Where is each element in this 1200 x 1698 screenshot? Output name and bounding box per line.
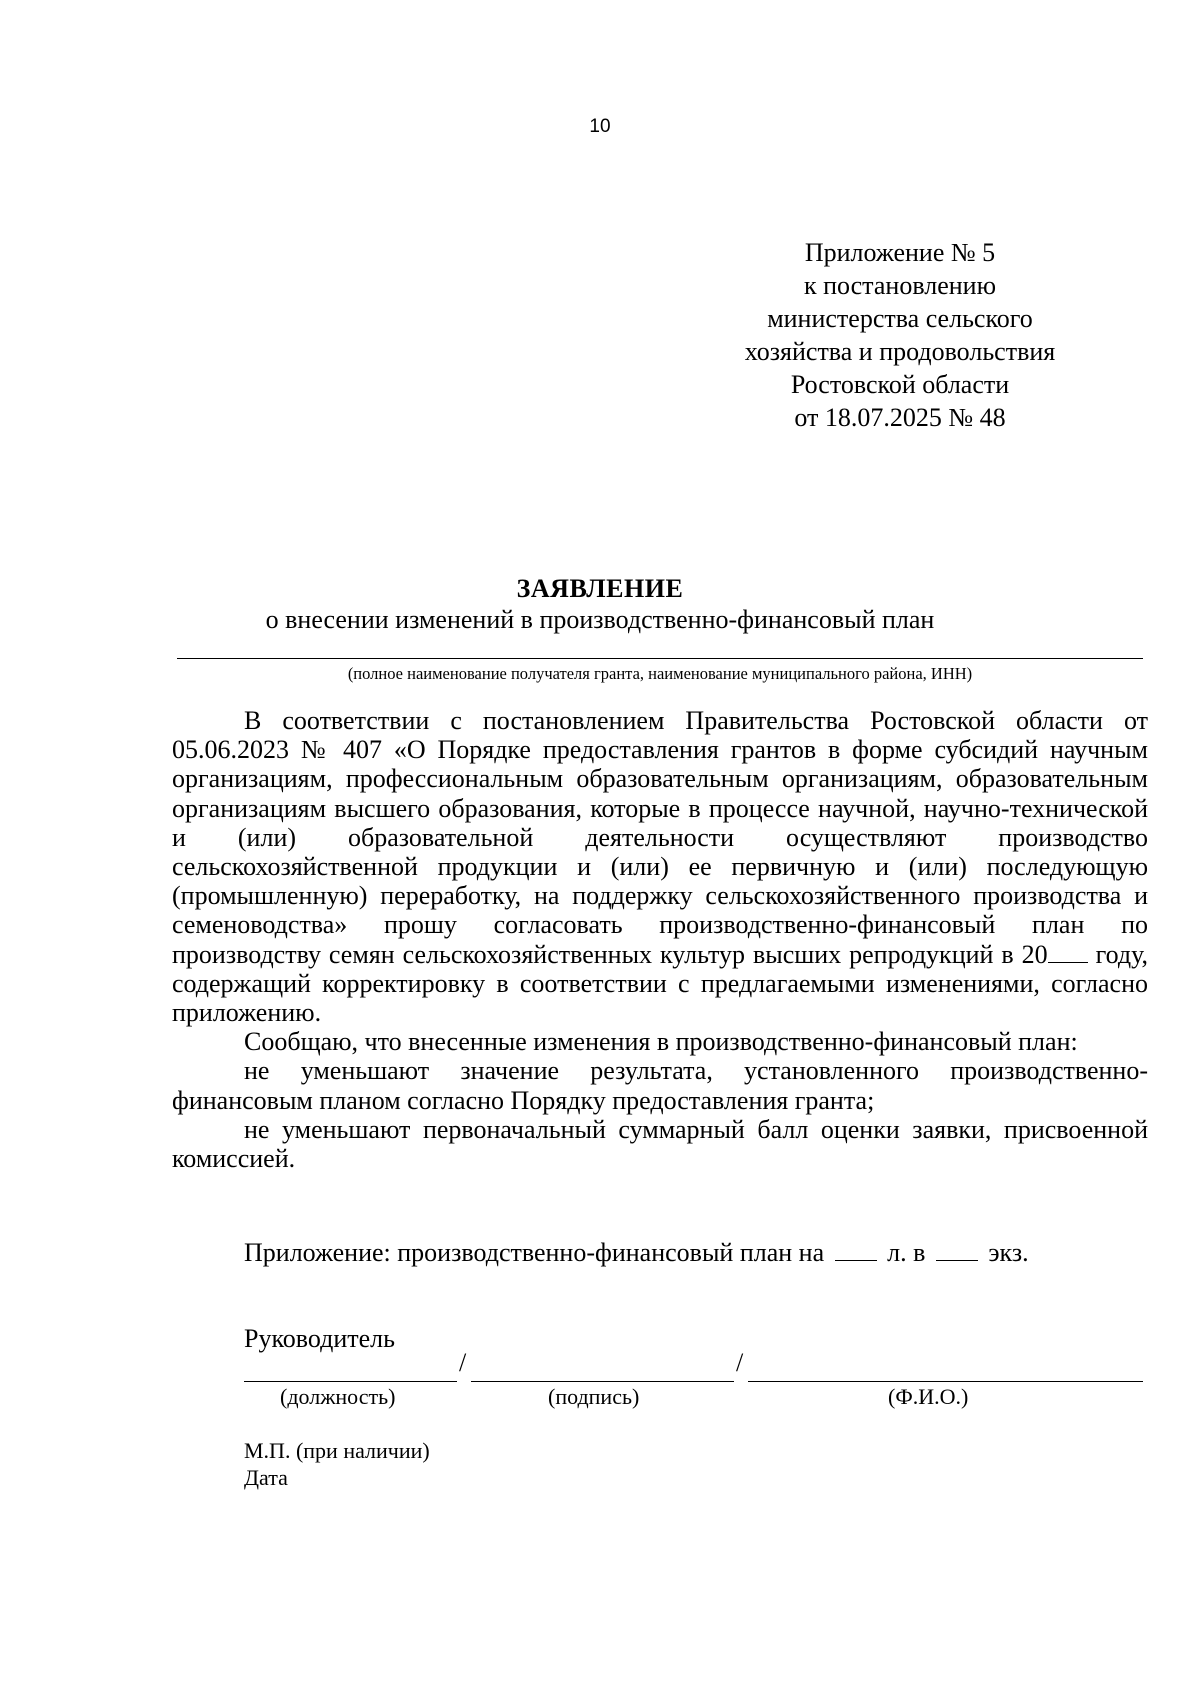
name-line[interactable] (748, 1381, 1143, 1382)
appendix-line: хозяйства и продовольствия (744, 337, 1056, 366)
body-paragraph: не уменьшают значение результата, установленного производственно-финансовым планом согласно Порядку предоставления гранта; (172, 1056, 1148, 1115)
name-caption: (Ф.И.О.) (888, 1384, 969, 1409)
position-caption: (должность) (280, 1384, 396, 1409)
attachment-line (244, 1238, 1144, 1268)
body-text: году, содержащий корректировку в соответствии с предлагаемыми изменениями, согласно приложению. (172, 939, 1148, 1028)
document-title: ЗАЯВЛЕНИЕ (516, 574, 684, 603)
body-paragraph: не уменьшают первоначальный суммарный балл оценки заявки, присвоенной комиссией. (172, 1114, 1148, 1174)
appendix-reference (700, 236, 1100, 434)
year-blank[interactable] (1048, 942, 1088, 963)
appendix-line: от 18.07.2025 № 48 (794, 403, 1006, 432)
signature-separator: / (459, 1348, 467, 1377)
appendix-line: Приложение № 5 (804, 238, 996, 267)
recipient-fill-line[interactable] (177, 658, 1143, 659)
signature-caption: (подпись) (548, 1384, 640, 1409)
date-label: Дата (244, 1465, 288, 1490)
document-subtitle: о внесении изменений в производственно-финансовый план (265, 605, 935, 634)
position-line[interactable] (244, 1381, 457, 1382)
head-label: Руководитель (244, 1324, 395, 1353)
body-paragraph: Сообщаю, что внесенные изменения в производственно-финансовый план: (244, 1027, 1078, 1057)
body-text: В соответствии с постановлением Правительства Ростовской области от 05.06.2023 № 407 «О Порядке предоставления грантов в форме субсидий научным организациям, профессиональным образовательным организациям, образовательным организациям высшего образования, которые в процессе научной, научно-технической и (или) образовательной деятельности осуществляют производство сельскохозяйственной продукции и (или) ее первичную и (или) последующую (промышленную) переработку, на поддержку сельскохозяйственного производства и семеноводства» прошу согласовать производственно-финансовый план по производству семян сельскохозяйственных культур высших репродукций в 20 (172, 706, 1148, 969)
page-number: 10 (589, 116, 611, 137)
appendix-line: Ростовской области (790, 370, 1010, 399)
appendix-line: к постановлению (803, 271, 997, 300)
recipient-caption: (полное наименование получателя гранта, наименование муниципального района, ИНН) (347, 664, 973, 683)
attachment-suffix: экз. (988, 1238, 1029, 1267)
attachment-middle: л. в (887, 1238, 926, 1267)
stamp-block (244, 1437, 430, 1491)
copies-blank[interactable] (936, 1240, 978, 1261)
signature-line[interactable] (471, 1381, 734, 1382)
application-body (172, 706, 1148, 1173)
appendix-line: министерства сельского (767, 304, 1033, 333)
body-paragraph (172, 706, 1148, 1027)
seal-label: М.П. (при наличии) (244, 1438, 430, 1463)
sheets-blank[interactable] (835, 1240, 877, 1261)
attachment-prefix: Приложение: производственно-финансовый план на (244, 1238, 825, 1267)
signature-separator: / (736, 1348, 744, 1377)
